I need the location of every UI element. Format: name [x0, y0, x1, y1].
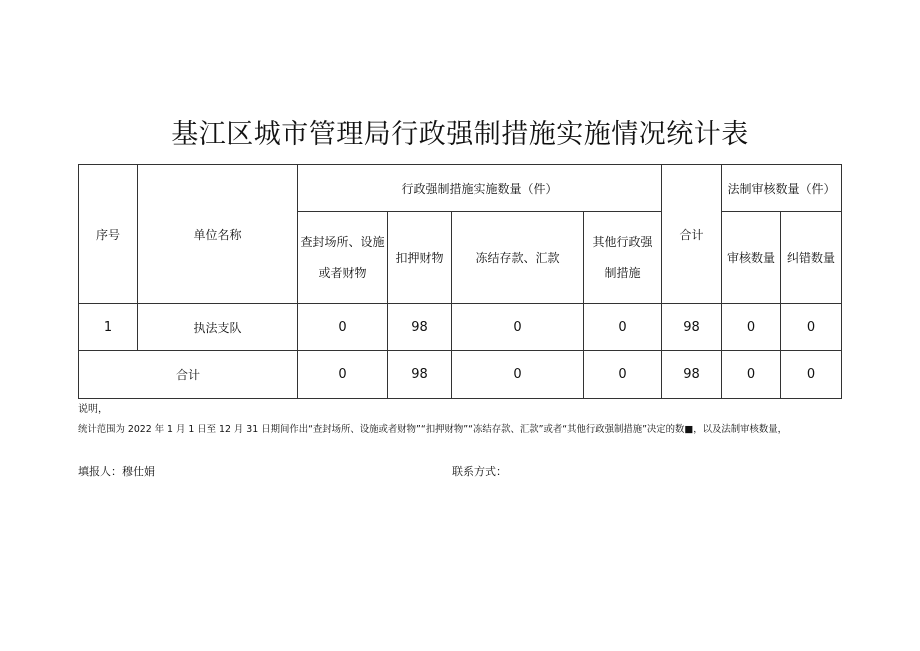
sum-other: 0: [584, 351, 662, 399]
sum-label: 合计: [79, 351, 298, 399]
table-row: [79, 304, 842, 351]
cell-seize: 98: [388, 304, 452, 351]
notes-heading: 说明，: [78, 404, 108, 415]
header-unit: 单位名称: [138, 165, 298, 304]
cell-seq: 1: [79, 304, 138, 351]
header-review-group: 法制审核数量（件）: [722, 165, 842, 212]
sum-review: 0: [722, 351, 781, 399]
cell-seal: 0: [298, 304, 388, 351]
header-seize: 扣押财物: [388, 212, 452, 304]
sum-row: [79, 351, 842, 399]
cell-other: 0: [584, 304, 662, 351]
cell-correct: 0: [781, 304, 842, 351]
sum-seize: 98: [388, 351, 452, 399]
notes-body: 统计范围为 2022 年 1 月 1 日至 12 月 31 日期间作出“查封场所、设施或者财物”“扣押财物”“冻结存款、汇款”或者“其他行政强制措施”决定的数■，以及法制审核数量，: [78, 424, 788, 435]
cell-unit: 执法支队: [138, 304, 298, 351]
header-row-1: [79, 165, 842, 212]
header-freeze: 冻结存款、汇款: [452, 212, 584, 304]
page-title: 基江区城市管理局行政强制措施实施情况统计表: [171, 119, 749, 150]
cell-review: 0: [722, 304, 781, 351]
header-other: 其他行政强制措施: [584, 212, 662, 304]
header-measures-group: 行政强制措施实施数量（件）: [298, 165, 662, 212]
cell-total: 98: [662, 304, 722, 351]
sum-correct: 0: [781, 351, 842, 399]
header-seq: 序号: [79, 165, 138, 304]
header-correct: 纠错数量: [781, 212, 842, 304]
sum-seal: 0: [298, 351, 388, 399]
sum-freeze: 0: [452, 351, 584, 399]
header-seal: 查封场所、设施或者财物: [298, 212, 388, 304]
header-review: 审核数量: [722, 212, 781, 304]
cell-freeze: 0: [452, 304, 584, 351]
header-total: 合计: [662, 165, 722, 304]
reporter: 填报人：穆仕娟: [78, 465, 155, 478]
statistics-table: [78, 164, 842, 399]
contact: 联系方式：: [452, 465, 507, 478]
sum-total: 98: [662, 351, 722, 399]
